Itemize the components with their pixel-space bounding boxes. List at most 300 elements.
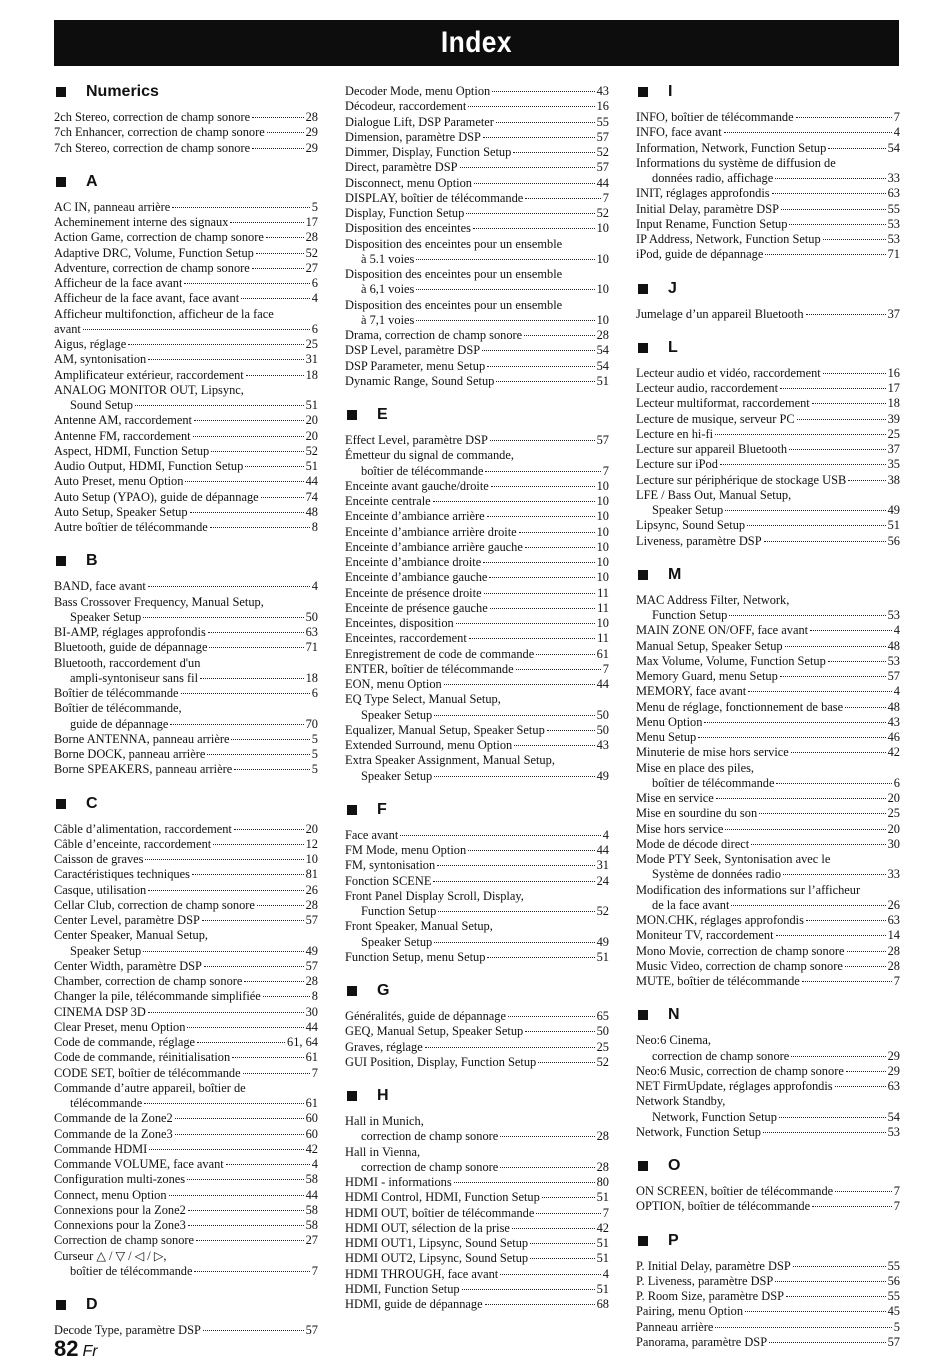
entry-term: Borne DOCK, panneau arrière bbox=[54, 747, 206, 761]
entry-term: à 5.1 voies bbox=[361, 251, 415, 266]
dot-leader bbox=[775, 178, 885, 179]
entry-page-number: 55 bbox=[887, 1258, 900, 1273]
entry-term: Système de données radio bbox=[652, 867, 782, 882]
index-entry bbox=[636, 700, 900, 715]
entry-page-number: 7 bbox=[602, 1205, 609, 1220]
entry-term: FM Mode, menu Option bbox=[345, 843, 467, 857]
dot-leader bbox=[462, 1289, 595, 1290]
dot-leader bbox=[716, 798, 886, 799]
index-entry bbox=[54, 505, 318, 520]
entry-term-line: Boîtier de télécommande, bbox=[54, 701, 182, 716]
index-section bbox=[636, 1003, 900, 1140]
dot-leader bbox=[487, 957, 594, 958]
entry-term: ENTER, boîtier de télécommande bbox=[345, 661, 514, 676]
entry-term: Connexions pour la Zone3 bbox=[54, 1218, 186, 1232]
entry-page-number: 29 bbox=[887, 1063, 900, 1078]
entry-term: 7ch Enhancer, correction de champ sonore bbox=[54, 125, 265, 140]
entry-page-number: 58 bbox=[305, 1218, 318, 1232]
entry-term: HDMI THROUGH, face avant bbox=[345, 1266, 499, 1281]
index-entry bbox=[636, 1079, 900, 1094]
entry-term: Amplificateur extérieur, raccordement bbox=[54, 367, 244, 382]
entry-term: NET FirmUpdate, réglages approfondis bbox=[636, 1079, 833, 1093]
entry-term: Sound Setup bbox=[70, 398, 133, 412]
dot-leader bbox=[786, 1296, 886, 1297]
index-entry bbox=[54, 1111, 318, 1126]
entry-term: Commande HDMI bbox=[54, 1141, 148, 1156]
entry-term: DISPLAY, boîtier de télécommande bbox=[345, 190, 524, 205]
index-entry bbox=[345, 145, 609, 160]
dot-leader bbox=[802, 981, 892, 982]
dot-leader bbox=[188, 1210, 304, 1211]
entry-term: Lecteur multiformat, raccordement bbox=[636, 396, 810, 411]
entry-page-number: 55 bbox=[596, 114, 609, 129]
index-entry bbox=[345, 525, 609, 540]
entry-term: Display, Function Setup bbox=[345, 206, 465, 220]
entry-page-number: 28 bbox=[596, 1159, 609, 1174]
dot-leader bbox=[194, 420, 304, 421]
entry-term: Dimension, paramètre DSP bbox=[345, 129, 481, 144]
index-entry bbox=[54, 640, 318, 655]
index-entry bbox=[54, 429, 318, 444]
square-bullet-icon bbox=[638, 570, 648, 580]
dot-leader bbox=[483, 562, 594, 563]
entry-term: boîtier de télécommande bbox=[652, 775, 775, 790]
dot-leader bbox=[490, 440, 595, 441]
index-entry bbox=[636, 1289, 900, 1304]
dot-leader bbox=[485, 471, 600, 472]
dot-leader bbox=[796, 117, 892, 118]
entry-page-number: 7 bbox=[893, 1184, 900, 1198]
dot-leader bbox=[213, 844, 303, 845]
dot-leader bbox=[425, 1047, 595, 1048]
entry-term: Memory Guard, menu Setup bbox=[636, 669, 778, 683]
section-heading bbox=[345, 798, 609, 822]
dot-leader bbox=[261, 497, 304, 498]
index-entry bbox=[54, 822, 318, 837]
index-entry bbox=[54, 762, 318, 777]
dot-leader bbox=[747, 525, 886, 526]
dot-leader bbox=[175, 1118, 304, 1119]
dot-leader bbox=[806, 920, 886, 921]
entry-term: Speaker Setup bbox=[70, 609, 142, 624]
dot-leader bbox=[779, 1117, 886, 1118]
entry-page-number: 44 bbox=[305, 474, 318, 489]
index-entry bbox=[345, 616, 609, 631]
entry-term: Enregistrement de code de commande bbox=[345, 646, 535, 661]
index-entry bbox=[345, 479, 609, 494]
section-letter: A bbox=[86, 172, 98, 190]
entry-page-number: 49 bbox=[887, 503, 900, 517]
entry-page-number: 50 bbox=[305, 609, 318, 624]
dot-leader bbox=[188, 1225, 304, 1226]
entry-term: Antenne FM, raccordement bbox=[54, 428, 191, 443]
index-entry bbox=[345, 160, 609, 175]
index-section bbox=[54, 170, 318, 536]
entry-page-number: 57 bbox=[596, 433, 609, 447]
entry-term: Enceinte de présence gauche bbox=[345, 600, 488, 615]
dot-leader bbox=[828, 148, 885, 149]
entry-page-number: 43 bbox=[596, 738, 609, 752]
entry-term: à 6,1 voies bbox=[361, 282, 415, 297]
index-entry bbox=[636, 217, 900, 232]
section-letter: J bbox=[668, 279, 677, 297]
entry-term: CODE SET, boîtier de télécommande bbox=[54, 1065, 241, 1080]
entry-term: Lecture de musique, serveur PC bbox=[636, 411, 795, 426]
dot-leader bbox=[513, 152, 594, 153]
index-entry bbox=[345, 1297, 609, 1312]
index-entry bbox=[54, 959, 318, 974]
entry-page-number: 28 bbox=[887, 943, 900, 958]
entry-term: Connect, menu Option bbox=[54, 1187, 167, 1202]
dot-leader bbox=[266, 237, 304, 238]
entry-term: Code de commande, réinitialisation bbox=[54, 1050, 231, 1065]
index-entry bbox=[636, 883, 900, 914]
index-entry bbox=[345, 1251, 609, 1266]
entry-page-number: 28 bbox=[887, 958, 900, 973]
entry-page-number: 56 bbox=[887, 1273, 900, 1288]
entry-term: MON.CHK, réglages approfondis bbox=[636, 913, 804, 927]
entry-term: Mono Movie, correction de champ sonore bbox=[636, 943, 845, 958]
index-entry bbox=[636, 806, 900, 821]
entry-term-line: Disposition des enceintes pour un ensemble bbox=[345, 297, 563, 312]
entry-term: ON SCREEN, boîtier de télécommande bbox=[636, 1184, 834, 1198]
index-entry bbox=[345, 874, 609, 889]
dot-leader bbox=[847, 951, 886, 952]
dot-leader bbox=[473, 228, 595, 229]
index-entry bbox=[345, 191, 609, 206]
dot-leader bbox=[525, 198, 601, 199]
section-letter: N bbox=[668, 1006, 680, 1024]
entry-page-number: 11 bbox=[597, 600, 609, 615]
entry-page-number: 43 bbox=[887, 714, 900, 729]
index-entry bbox=[345, 448, 609, 479]
index-entry bbox=[636, 186, 900, 201]
entry-page-number: 38 bbox=[887, 472, 900, 487]
index-entry bbox=[345, 298, 609, 329]
entry-term: à 7,1 voies bbox=[361, 312, 415, 327]
entry-page-number: 44 bbox=[305, 1019, 318, 1034]
entry-page-number: 7 bbox=[602, 661, 609, 676]
entry-page-number: 42 bbox=[887, 745, 900, 760]
entry-page-number: 4 bbox=[893, 684, 900, 699]
entry-page-number: 5 bbox=[311, 731, 318, 746]
index-entry bbox=[636, 110, 900, 125]
entry-page-number: 51 bbox=[305, 398, 318, 412]
entry-term: Speaker Setup bbox=[361, 934, 433, 949]
index-entry bbox=[345, 889, 609, 920]
entry-term: correction de champ sonore bbox=[652, 1048, 790, 1063]
index-entry bbox=[345, 738, 609, 753]
entry-term: 7ch Stereo, correction de champ sonore bbox=[54, 140, 251, 155]
entry-page-number: 63 bbox=[305, 625, 318, 639]
entry-page-number: 4 bbox=[311, 1157, 318, 1171]
section-letter: C bbox=[86, 794, 98, 812]
entry-page-number: 30 bbox=[887, 836, 900, 851]
index-entry bbox=[345, 115, 609, 130]
index-entry bbox=[54, 1249, 318, 1280]
dot-leader bbox=[185, 481, 303, 482]
section-heading bbox=[345, 1084, 609, 1108]
dot-leader bbox=[202, 920, 304, 921]
entry-page-number: 54 bbox=[596, 343, 609, 358]
dot-leader bbox=[524, 335, 594, 336]
entry-term: Câble d’alimentation, raccordement bbox=[54, 821, 232, 836]
entry-page-number: 31 bbox=[305, 352, 318, 367]
entry-term: Pairing, menu Option bbox=[636, 1304, 744, 1319]
entry-term: Enceinte d’ambiance arrière bbox=[345, 509, 485, 524]
dot-leader bbox=[487, 516, 595, 517]
entry-term: Minuterie de mise hors service bbox=[636, 745, 789, 760]
dot-leader bbox=[434, 776, 594, 777]
section-heading bbox=[636, 563, 900, 587]
index-entry bbox=[636, 1274, 900, 1289]
index-entry bbox=[54, 989, 318, 1004]
dot-leader bbox=[538, 1062, 594, 1063]
entry-term: 2ch Stereo, correction de champ sonore bbox=[54, 110, 251, 124]
entry-page-number: 6 bbox=[311, 321, 318, 336]
entry-page-number: 65 bbox=[596, 1009, 609, 1023]
dot-leader bbox=[207, 754, 309, 755]
index-entry bbox=[54, 1066, 318, 1081]
index-entry bbox=[636, 684, 900, 699]
index-entry bbox=[636, 427, 900, 442]
entry-term: P. Initial Delay, paramètre DSP bbox=[636, 1258, 791, 1273]
dot-leader bbox=[252, 148, 304, 149]
entry-page-number: 61, 64 bbox=[287, 1035, 318, 1049]
index-entry bbox=[345, 843, 609, 858]
dot-leader bbox=[210, 527, 310, 528]
dot-leader bbox=[434, 715, 594, 716]
index-entry bbox=[345, 221, 609, 236]
dot-leader bbox=[170, 724, 303, 725]
index-entry bbox=[636, 1199, 900, 1214]
index-column-2 bbox=[345, 80, 609, 1326]
entry-page-number: 16 bbox=[596, 99, 609, 114]
entry-page-number: 63 bbox=[887, 1079, 900, 1093]
index-entry bbox=[54, 474, 318, 489]
entry-term: MAIN ZONE ON/OFF, face avant bbox=[636, 623, 809, 638]
index-entry bbox=[345, 858, 609, 873]
index-entry bbox=[54, 928, 318, 959]
index-entry bbox=[54, 337, 318, 352]
index-entry bbox=[345, 1145, 609, 1176]
index-section bbox=[636, 277, 900, 322]
square-bullet-icon bbox=[638, 1010, 648, 1020]
entry-page-number: 24 bbox=[596, 873, 609, 888]
entry-page-number: 44 bbox=[596, 175, 609, 190]
dot-leader bbox=[720, 464, 886, 465]
dot-leader bbox=[806, 314, 886, 315]
index-entry bbox=[54, 579, 318, 594]
entry-page-number: 10 bbox=[596, 570, 609, 585]
dot-leader bbox=[764, 541, 886, 542]
entry-term: MEMORY, face avant bbox=[636, 684, 747, 699]
entry-page-number: 4 bbox=[893, 623, 900, 638]
page-footer bbox=[54, 1336, 98, 1362]
entry-term: Effect Level, paramètre DSP bbox=[345, 433, 488, 447]
index-entry bbox=[636, 593, 900, 624]
entry-term: Changer la pile, télécommande simplifiée bbox=[54, 989, 261, 1004]
entry-page-number: 4 bbox=[602, 827, 609, 842]
entry-page-number: 57 bbox=[305, 913, 318, 927]
index-entry bbox=[54, 383, 318, 414]
dot-leader bbox=[542, 1197, 595, 1198]
entry-term: Lecteur audio, raccordement bbox=[636, 381, 779, 395]
index-entry bbox=[54, 686, 318, 701]
entry-term: Speaker Setup bbox=[361, 707, 433, 722]
entry-page-number: 16 bbox=[887, 365, 900, 380]
entry-term-line: Front Speaker, Manual Setup, bbox=[345, 919, 493, 934]
entry-page-number: 10 bbox=[596, 478, 609, 493]
entry-term: Liveness, paramètre DSP bbox=[636, 533, 762, 548]
entry-term: Graves, réglage bbox=[345, 1039, 423, 1054]
entry-page-number: 46 bbox=[887, 730, 900, 744]
entry-page-number: 10 bbox=[596, 616, 609, 630]
index-entry bbox=[345, 1009, 609, 1024]
entry-term: Center Level, paramètre DSP bbox=[54, 913, 200, 927]
dot-leader bbox=[516, 669, 601, 670]
entry-term: Lecture sur périphérique de stockage USB bbox=[636, 472, 847, 487]
index-column-1 bbox=[54, 80, 318, 1352]
section-heading bbox=[54, 80, 318, 104]
entry-term: Function Setup bbox=[361, 904, 437, 918]
index-entry bbox=[54, 307, 318, 338]
dot-leader bbox=[143, 617, 303, 618]
entry-page-number: 18 bbox=[887, 396, 900, 411]
dot-leader bbox=[724, 132, 892, 133]
entry-term: Audio Output, HDMI, Function Setup bbox=[54, 459, 244, 473]
entry-page-number: 50 bbox=[596, 1024, 609, 1039]
entry-term: DSP Parameter, menu Setup bbox=[345, 358, 486, 373]
dot-leader bbox=[729, 615, 885, 616]
dot-leader bbox=[500, 1274, 601, 1275]
index-section bbox=[636, 336, 900, 549]
dot-leader bbox=[835, 1086, 886, 1087]
index-entry bbox=[54, 1020, 318, 1035]
dot-leader bbox=[812, 1206, 892, 1207]
dot-leader bbox=[781, 209, 886, 210]
entry-term: Direct, paramètre DSP bbox=[345, 160, 458, 175]
dot-leader bbox=[848, 480, 885, 481]
entry-term: Lecteur audio et vidéo, raccordement bbox=[636, 365, 821, 380]
index-entry bbox=[345, 494, 609, 509]
dot-leader bbox=[725, 510, 885, 511]
index-entry bbox=[636, 669, 900, 684]
entry-page-number: 57 bbox=[305, 1323, 318, 1337]
section-heading bbox=[54, 170, 318, 194]
entry-page-number: 10 bbox=[596, 539, 609, 554]
index-section bbox=[54, 549, 318, 777]
section-heading bbox=[636, 277, 900, 301]
entry-page-number: 55 bbox=[887, 1289, 900, 1303]
index-entry bbox=[345, 176, 609, 191]
dot-leader bbox=[780, 388, 886, 389]
entry-term: Mode de décode direct bbox=[636, 836, 750, 851]
section-heading bbox=[54, 792, 318, 816]
index-entry bbox=[636, 1033, 900, 1064]
entry-term: Code de commande, réglage bbox=[54, 1035, 196, 1049]
entry-term: Câble d’enceinte, raccordement bbox=[54, 836, 212, 851]
dot-leader bbox=[232, 1057, 303, 1058]
entry-term: Disposition des enceintes bbox=[345, 221, 471, 236]
entry-page-number: 7 bbox=[311, 1263, 318, 1278]
entry-term-line: Front Panel Display Scroll, Display, bbox=[345, 888, 524, 903]
section-letter: E bbox=[377, 406, 388, 423]
index-entry bbox=[636, 518, 900, 533]
index-entry bbox=[636, 1094, 900, 1125]
entry-page-number: 60 bbox=[305, 1111, 318, 1126]
entry-page-number: 60 bbox=[305, 1126, 318, 1141]
entry-page-number: 51 bbox=[887, 518, 900, 533]
entry-term: Caisson de graves bbox=[54, 852, 144, 866]
entry-term: BAND, face avant bbox=[54, 579, 146, 594]
index-entry bbox=[345, 99, 609, 114]
entry-term-line: Extra Speaker Assignment, Manual Setup, bbox=[345, 753, 555, 768]
entry-page-number: 29 bbox=[887, 1048, 900, 1063]
entry-term: Panorama, paramètre DSP bbox=[636, 1334, 768, 1349]
entry-page-number: 6 bbox=[311, 276, 318, 290]
entry-term: Neo:6 Music, correction de champ sonore bbox=[636, 1063, 844, 1078]
entry-term-line: ANALOG MONITOR OUT, Lipsync, bbox=[54, 382, 244, 397]
entry-page-number: 51 bbox=[596, 1236, 609, 1250]
entry-page-number: 49 bbox=[305, 943, 318, 958]
entry-term: Configuration multi-zones bbox=[54, 1172, 186, 1187]
index-entry bbox=[345, 1024, 609, 1039]
dot-leader bbox=[785, 646, 886, 647]
dot-leader bbox=[434, 942, 594, 943]
entry-term: Auto Setup (YPAO), guide de dépannage bbox=[54, 489, 259, 504]
dot-leader bbox=[536, 1213, 600, 1214]
entry-term: Lecture en hi-fi bbox=[636, 426, 714, 441]
entry-page-number: 33 bbox=[887, 867, 900, 882]
index-entry bbox=[636, 381, 900, 396]
dot-leader bbox=[169, 1195, 304, 1196]
entry-term: avant bbox=[54, 321, 81, 336]
section-letter: B bbox=[86, 552, 98, 570]
dot-leader bbox=[793, 1266, 886, 1267]
index-entry bbox=[345, 1040, 609, 1055]
dot-leader bbox=[231, 739, 309, 740]
index-section bbox=[345, 403, 609, 784]
entry-page-number: 51 bbox=[596, 1251, 609, 1266]
entry-term: Decode Type, paramètre DSP bbox=[54, 1323, 201, 1337]
entry-term-line: Disposition des enceintes pour un ensemble bbox=[345, 267, 563, 281]
entry-page-number: 51 bbox=[596, 1281, 609, 1296]
entry-term: Enceintes, raccordement bbox=[345, 631, 467, 646]
section-letter: Numerics bbox=[86, 83, 159, 100]
entry-term: Caractéristiques techniques bbox=[54, 867, 190, 882]
entry-page-number: 5 bbox=[893, 1319, 900, 1334]
dot-leader bbox=[791, 752, 886, 753]
entry-term: FM, syntonisation bbox=[345, 858, 436, 873]
square-bullet-icon bbox=[347, 986, 357, 996]
entry-page-number: 14 bbox=[887, 928, 900, 943]
entry-term: correction de champ sonore bbox=[361, 1129, 499, 1144]
section-letter: D bbox=[86, 1296, 98, 1313]
dot-leader bbox=[256, 253, 304, 254]
dot-leader bbox=[500, 1136, 594, 1137]
square-bullet-icon bbox=[347, 1091, 357, 1101]
entry-page-number: 52 bbox=[596, 145, 609, 159]
dot-leader bbox=[230, 222, 303, 223]
dot-leader bbox=[148, 1012, 304, 1013]
dot-leader bbox=[835, 1191, 892, 1192]
index-section bbox=[345, 979, 609, 1070]
entry-term: Antenne AM, raccordement bbox=[54, 413, 192, 428]
entry-term: Généralités, guide de dépannage bbox=[345, 1009, 507, 1023]
entry-term: Lipsync, Sound Setup bbox=[636, 518, 746, 533]
dot-leader bbox=[203, 1330, 304, 1331]
